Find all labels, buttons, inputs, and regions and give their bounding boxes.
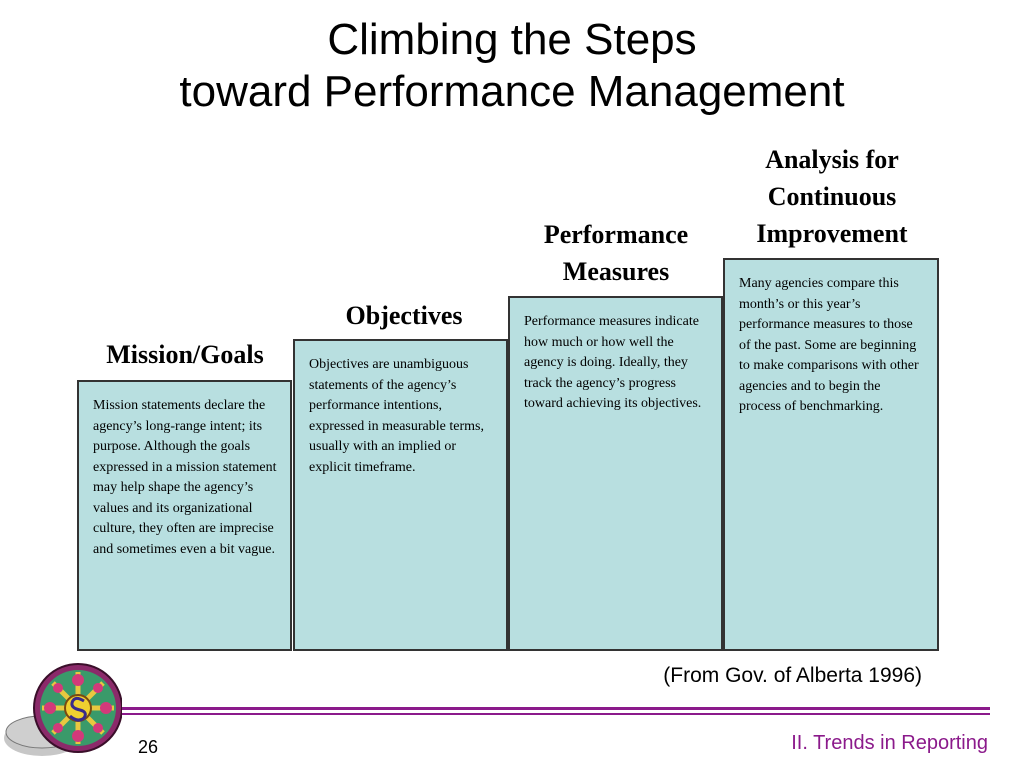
step-description: Mission statements declare the agency’s long-range intent; its purpose. Although the goals expressed in a mission statement may help shape the agency’s values and its organizational culture, they often are imprecise and sometimes even a bit vague. [93,398,277,557]
step-heading-line: Continuous [767,182,897,211]
step-box-objectives [293,339,508,651]
footer-rule-bottom [108,713,990,715]
footer-rule-top [108,707,990,710]
step-box-mission-goals [77,380,292,651]
step-heading-performance-measures [509,216,723,290]
step-heading-line: Analysis for [765,145,899,174]
slide-title [0,14,1024,118]
step-heading-line: Measures [562,257,670,286]
step-heading-analysis [722,141,942,252]
step-heading-mission-goals [78,336,292,373]
step-heading-text: Mission/Goals [106,340,264,369]
slide-title-line-2: toward Performance Management [179,67,845,116]
step-box-performance-measures [508,296,723,651]
step-description: Objectives are unambiguous statements of the agency’s performance intentions, expressed in measurable terms, usually with an implied or explicit timeframe. [309,357,484,475]
step-heading-text: Objectives [345,301,463,330]
slide-title-line-1: Climbing the Steps [327,15,697,64]
step-heading-objectives [293,297,515,334]
step-heading-line: Improvement [756,219,908,248]
section-label: II. Trends in Reporting [791,732,988,754]
circular-emblem-logo-icon [2,650,122,765]
source-note: (From Gov. of Alberta 1996) [663,664,922,687]
step-description: Many agencies compare this month’s or this year’s performance measures to those of the past. Some are beginning to make comparisons with other agencies and to begin the process of benchmarking. [739,276,919,414]
step-description: Performance measures indicate how much or how well the agency is doing. Ideally, they track the agency’s progress toward achieving its objectives. [524,314,702,411]
step-heading-line: Performance [543,220,689,249]
page-number: 26 [138,737,159,757]
step-box-analysis [723,258,939,651]
